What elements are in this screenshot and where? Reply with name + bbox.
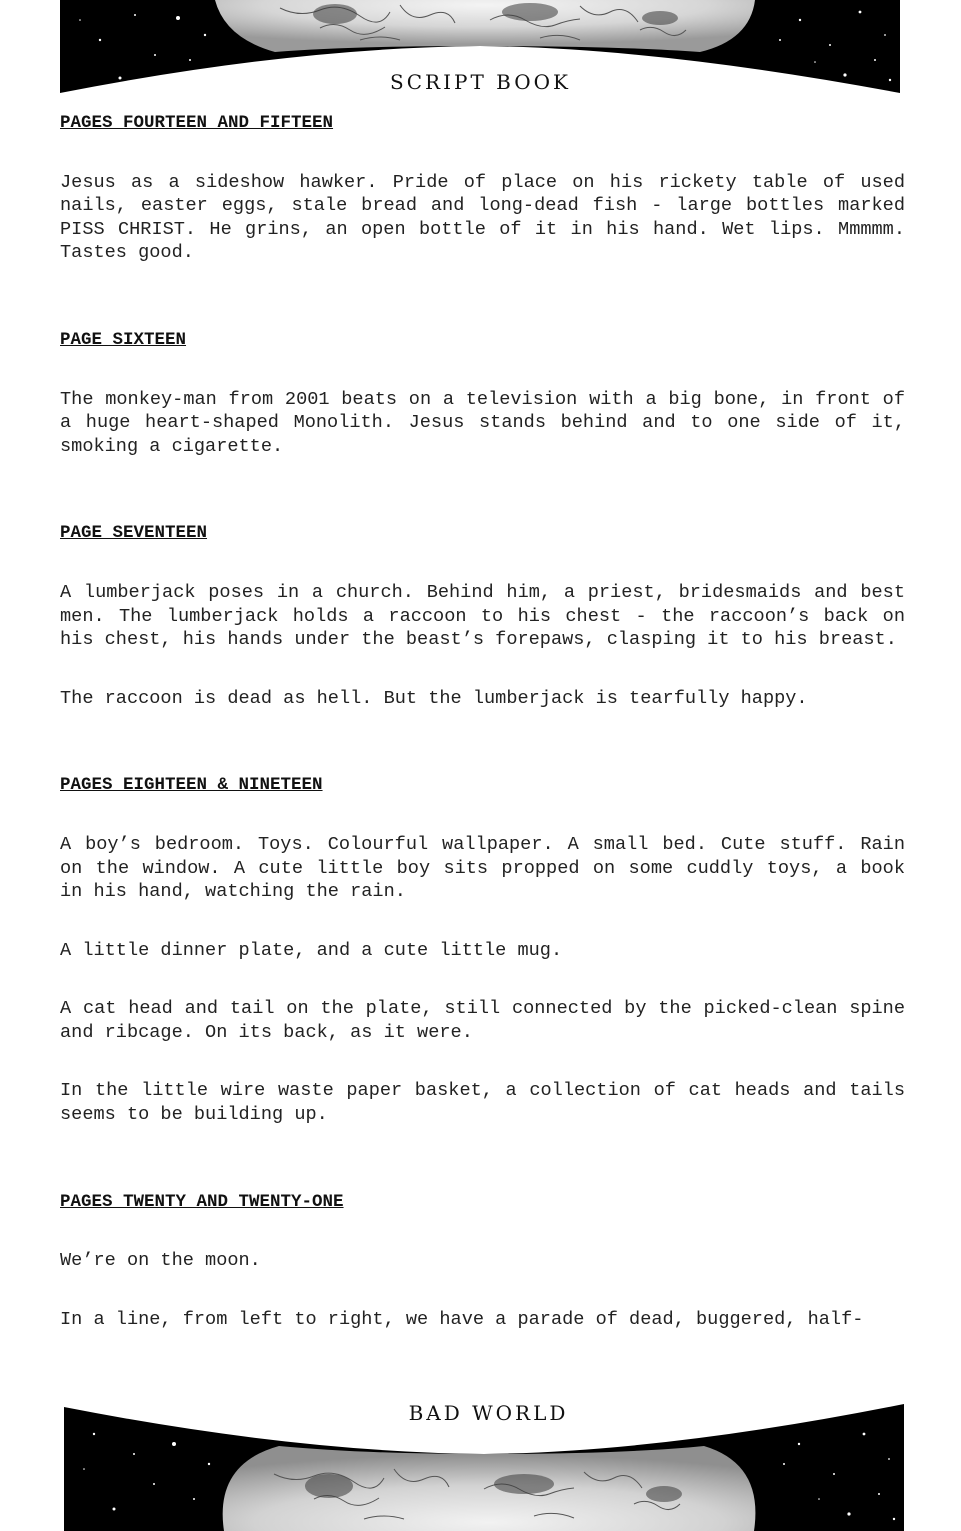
header-title: SCRIPT BOOK xyxy=(390,70,571,94)
script-paragraph: In the little wire waste paper basket, a collection of cat heads and tails seems to be building up. xyxy=(60,1080,905,1126)
footer-title: BAD WORLD xyxy=(408,1401,569,1425)
footer-moon-illustration xyxy=(64,1404,904,1531)
section-heading: PAGES EIGHTEEN & NINETEEN xyxy=(60,775,323,796)
script-paragraph: A boy’s bedroom. Toys. Colourful wallpaper. A small bed. Cute stuff. Rain on the window. A cute little boy sits propped on some cuddly toys, a book in his hand, watching the rain. xyxy=(60,833,905,903)
script-paragraph: A cat head and tail on the plate, still connected by the picked-clean spine and ribcage. On its back, as it were. xyxy=(60,998,905,1043)
script-paragraph: Jesus as a sideshow hawker. Pride of place on his rickety table of used nails, easter eggs, stale bread and long-dead fish - large bottles marked PISS CHRIST. He grins, an open bottle of it in his hand. Wet lips. Mmmmm. Tastes good. xyxy=(60,171,905,264)
section-heading: PAGE SEVENTEEN xyxy=(60,523,208,544)
script-content xyxy=(60,112,905,1331)
script-paragraph: We’re on the moon. xyxy=(60,1250,261,1272)
script-paragraph: A lumberjack poses in a church. Behind him, a priest, bridesmaids and best men. The lumberjack holds a raccoon to his chest - the raccoon’s back on his chest, his hands under the beast’s forepaws, clasping it to his breast. xyxy=(60,581,905,651)
script-paragraph: The monkey-man from 2001 beats on a television with a big bone, in front of a huge heart-shaped Monolith. Jesus stands behind and to one side of it, smoking a cigarette. xyxy=(60,388,905,457)
section-heading: PAGE SIXTEEN xyxy=(60,329,187,350)
section-heading: PAGES FOURTEEN AND FIFTEEN xyxy=(60,113,334,133)
script-paragraph: In a line, from left to right, we have a parade of dead, buggered, half- xyxy=(60,1308,864,1330)
script-paragraph: The raccoon is dead as hell. But the lumberjack is tearfully happy. xyxy=(60,687,808,709)
script-paragraph: A little dinner plate, and a cute little mug. xyxy=(60,939,563,961)
section-heading: PAGES TWENTY AND TWENTY-ONE xyxy=(60,1191,344,1212)
